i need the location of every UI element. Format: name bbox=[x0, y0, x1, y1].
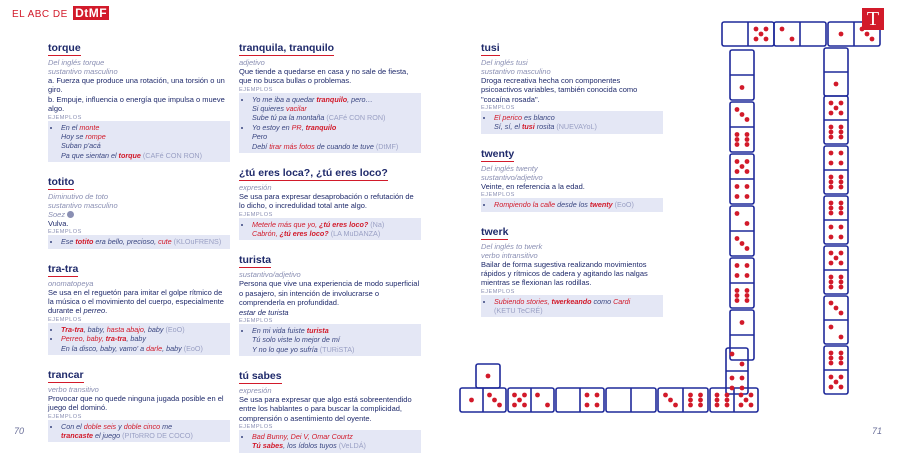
domino-pip bbox=[735, 288, 740, 293]
domino-pip bbox=[829, 356, 834, 361]
domino-pip bbox=[585, 403, 590, 408]
entry-trancar bbox=[48, 365, 230, 442]
grammar: sustantivo masculino bbox=[48, 200, 118, 210]
domino-pip bbox=[870, 37, 875, 42]
domino-pip bbox=[740, 320, 745, 325]
grammar: expresión bbox=[239, 385, 272, 395]
domino-pip bbox=[673, 403, 678, 408]
domino-pip bbox=[764, 27, 769, 32]
domino-pip bbox=[829, 275, 834, 280]
column-2 bbox=[239, 38, 421, 463]
domino-pip bbox=[725, 393, 730, 398]
domino-pip bbox=[834, 106, 839, 111]
domino-pip bbox=[545, 403, 550, 408]
definition-a: a. Fuerza que produce una rotación, una torsión o un giro. bbox=[48, 76, 225, 95]
examples-label: EJEMPLOS bbox=[48, 229, 82, 236]
entry-tu-eres-loca bbox=[239, 163, 421, 240]
domino-pip bbox=[735, 142, 740, 147]
examples-label: EJEMPLOS bbox=[481, 192, 515, 199]
domino-pip bbox=[839, 180, 844, 185]
domino-pip bbox=[739, 393, 744, 398]
domino-pip bbox=[735, 137, 740, 142]
domino-pip bbox=[790, 37, 795, 42]
domino-pip bbox=[715, 393, 720, 398]
domino-pip bbox=[829, 285, 834, 290]
example: • Meterle más que yo, ¿tú eres loco? (Na) bbox=[252, 220, 417, 229]
domino-pip bbox=[754, 37, 759, 42]
domino-pip bbox=[829, 261, 834, 266]
domino-pip bbox=[829, 211, 834, 216]
examples-label: EJEMPLOS bbox=[48, 413, 82, 420]
running-header bbox=[12, 6, 109, 20]
entry-tu-sabes bbox=[239, 366, 421, 453]
entry-tra-tra bbox=[48, 259, 230, 355]
domino-pip bbox=[735, 293, 740, 298]
examples-label: EJEMPLOS bbox=[481, 105, 515, 112]
example-line: Si quieres vacilar bbox=[252, 104, 307, 114]
domino-pip bbox=[865, 32, 870, 37]
register-note: Soez bbox=[48, 210, 230, 219]
example: • Con el doble seis y doble cinco me bbox=[61, 422, 226, 431]
domino-pip bbox=[745, 263, 750, 268]
definition: Bailar de forma sugestiva realizando movimientos rápidos y rítmicos de cadera y agitando las nalgas mientras se flexionan las rodillas. bbox=[481, 259, 648, 288]
domino-pip bbox=[839, 351, 844, 356]
phrase: estar de turista bbox=[239, 307, 289, 317]
examples-box bbox=[48, 420, 230, 443]
domino-pip bbox=[829, 385, 834, 390]
domino-pip bbox=[829, 135, 834, 140]
domino-pip bbox=[730, 376, 735, 381]
examples-box bbox=[239, 218, 421, 241]
domino-pip bbox=[829, 235, 834, 240]
examples-label: EJEMPLOS bbox=[239, 211, 273, 218]
domino-pip bbox=[829, 161, 834, 166]
grammar: sustantivo masculino bbox=[48, 67, 118, 76]
domino-pip bbox=[829, 251, 834, 256]
example: • Tra-tra, baby, hasta abajo, baby (EoO) bbox=[61, 325, 226, 334]
domino-pip bbox=[829, 180, 834, 185]
examples-label: EJEMPLOS bbox=[239, 424, 273, 431]
example: • Bad Bunny, Dei V, Omar Courtz bbox=[252, 432, 417, 441]
domino-pip bbox=[745, 132, 750, 137]
domino-pip bbox=[829, 206, 834, 211]
domino-pip bbox=[715, 403, 720, 408]
domino-pip bbox=[497, 403, 502, 408]
example: • Ese totito era bello, precioso, cute (KLOuFRENS) bbox=[61, 237, 226, 246]
domino-pip bbox=[522, 403, 527, 408]
domino-pip bbox=[834, 306, 839, 311]
example-line: Debí tirar más fotos de cuando te tuve (DtMF) bbox=[252, 141, 399, 151]
domino-pip bbox=[486, 374, 491, 379]
definition: Se usa para expresar desaprobación o refutación de lo dicho, o incredulidad total ante algo. bbox=[239, 191, 414, 211]
example: • En mi vida fuiste turista bbox=[252, 326, 417, 335]
domino-pip bbox=[829, 201, 834, 206]
example: • Yo me iba a quedar tranquilo, pero… bbox=[252, 95, 417, 104]
domino-pip bbox=[745, 246, 750, 251]
domino-pip bbox=[839, 32, 844, 37]
domino-pip bbox=[829, 325, 834, 330]
domino-pip bbox=[735, 273, 740, 278]
example-line: Cabrón, ¿tú eres loco? (LA MuDANZA) bbox=[252, 229, 381, 239]
domino-pip bbox=[839, 135, 844, 140]
example: • Subiendo stories, twerkeando como Cardi bbox=[494, 297, 659, 306]
domino-pip bbox=[749, 403, 754, 408]
domino-pip bbox=[739, 403, 744, 408]
etymology: Del inglés tusi bbox=[481, 58, 528, 67]
domino-pip bbox=[735, 169, 740, 174]
entry-totito bbox=[48, 172, 230, 249]
domino-pip bbox=[740, 85, 745, 90]
domino-pip bbox=[698, 398, 703, 403]
domino-pip bbox=[834, 256, 839, 261]
examples-label: EJEMPLOS bbox=[239, 317, 273, 324]
domino-pip bbox=[839, 280, 844, 285]
headword: torque bbox=[48, 42, 81, 54]
example: • Perreo, baby, tra-tra, baby bbox=[61, 334, 226, 343]
domino-pip bbox=[834, 82, 839, 87]
definition: Veinte, en referencia a la edad. bbox=[481, 181, 585, 191]
example-line: Tú solo viste lo mejor de mí bbox=[252, 335, 340, 345]
examples-label: EJEMPLOS bbox=[48, 114, 82, 121]
grammar: verbo transitivo bbox=[48, 384, 99, 394]
domino-chain bbox=[460, 22, 880, 412]
domino-pip bbox=[759, 32, 764, 37]
domino-pip bbox=[735, 263, 740, 268]
domino-pip bbox=[839, 335, 844, 340]
domino-pip bbox=[517, 398, 522, 403]
domino-pip bbox=[839, 251, 844, 256]
domino-pip bbox=[745, 117, 750, 122]
domino-pip bbox=[829, 151, 834, 156]
domino-pip bbox=[512, 403, 517, 408]
domino-pip bbox=[688, 398, 693, 403]
domino-pip bbox=[829, 101, 834, 106]
domino-pip bbox=[535, 393, 540, 398]
definition: Se usa en el reguetón para imitar el golpe rítmico de la música o el movimiento del cuerpo, especialmente durante el perreo. bbox=[48, 287, 224, 316]
etymology: Del inglés torque bbox=[48, 58, 105, 67]
domino-pip bbox=[715, 398, 720, 403]
domino-pip bbox=[839, 375, 844, 380]
domino-pip bbox=[829, 225, 834, 230]
domino-pip bbox=[745, 142, 750, 147]
domino-pip bbox=[663, 393, 668, 398]
domino-pip bbox=[745, 298, 750, 303]
example-line: Hoy se rompe bbox=[61, 131, 106, 141]
headword: tra-tra bbox=[48, 262, 79, 275]
domino-pip bbox=[735, 184, 740, 189]
domino-pip bbox=[839, 206, 844, 211]
domino-pip bbox=[735, 236, 740, 241]
domino-pip bbox=[698, 403, 703, 408]
domino-pip bbox=[839, 285, 844, 290]
grammar: verbo intransitivo bbox=[481, 250, 538, 260]
domino-illustration bbox=[450, 0, 900, 450]
grammar: sustantivo/adjetivo bbox=[481, 172, 543, 182]
definition: Persona que vive una experiencia de modo superficial o pasajero, sin intención de involucrarse o comprenderla en profundidad. bbox=[239, 279, 420, 308]
domino-pip bbox=[725, 403, 730, 408]
domino-pip bbox=[744, 398, 749, 403]
example-line: En la disco, baby, vamo' a darle, baby (EoO) bbox=[61, 343, 203, 353]
examples-label: EJEMPLOS bbox=[239, 86, 273, 93]
domino-pip bbox=[829, 185, 834, 190]
domino-pip bbox=[839, 151, 844, 156]
domino-pip bbox=[839, 175, 844, 180]
example-line: Sí, sí, el tusi rosita (NUEVAYoL) bbox=[494, 122, 597, 132]
grammar: adjetivo bbox=[239, 58, 265, 67]
definition: Droga recreativa hecha con componentes psicoactivos variables, también conocida como "cocaína rosada". bbox=[481, 76, 638, 104]
domino-pip bbox=[740, 164, 745, 169]
examples-label: EJEMPLOS bbox=[481, 288, 515, 295]
domino-pip bbox=[698, 393, 703, 398]
domino-pip bbox=[754, 27, 759, 32]
domino-pip bbox=[839, 235, 844, 240]
domino-pip bbox=[829, 130, 834, 135]
domino-pip bbox=[839, 356, 844, 361]
example-line: Y no lo que yo sufría (TURiSTA) bbox=[252, 344, 355, 354]
domino-pip bbox=[745, 159, 750, 164]
headword: ¿tú eres loca?, ¿tú eres loco? bbox=[239, 166, 388, 179]
headword: turista bbox=[239, 254, 272, 267]
page-number-left: 70 bbox=[14, 426, 25, 436]
domino-pip bbox=[829, 361, 834, 366]
example: • En el monte bbox=[61, 123, 226, 132]
domino-pip bbox=[745, 273, 750, 278]
section-label: EL ABC DE bbox=[12, 9, 68, 20]
definition: Vulva. bbox=[48, 218, 69, 228]
definition: Se usa para expresar que algo está sobreentendido entre los hablantes o para buscar la complicidad, comprensión o asentimiento del oyente. bbox=[239, 394, 412, 423]
domino-pip bbox=[585, 393, 590, 398]
domino-pip bbox=[745, 194, 750, 199]
domino-pip bbox=[735, 211, 740, 216]
domino-pip bbox=[745, 293, 750, 298]
domino-pip bbox=[749, 393, 754, 398]
domino-pip bbox=[740, 112, 745, 117]
domino-pip bbox=[730, 386, 735, 391]
examples-box bbox=[48, 235, 230, 248]
etymology: Del inglés to twerk bbox=[481, 241, 543, 251]
headword: trancar bbox=[48, 368, 84, 381]
domino-pip bbox=[735, 132, 740, 137]
domino-pips bbox=[469, 27, 874, 408]
grammar: sustantivo/adjetivo bbox=[239, 270, 301, 280]
definition: Provocar que no quede ninguna jugada posible en el juego del dominó. bbox=[48, 393, 224, 413]
domino-pip bbox=[745, 288, 750, 293]
domino-pip bbox=[839, 211, 844, 216]
domino-pip bbox=[745, 137, 750, 142]
domino-pip bbox=[688, 403, 693, 408]
domino-pip bbox=[839, 261, 844, 266]
domino-pip bbox=[839, 185, 844, 190]
domino-pip bbox=[839, 130, 844, 135]
domino-pip bbox=[839, 225, 844, 230]
domino-pip bbox=[688, 393, 693, 398]
example-line: Sube tú pa la montaña (CAFé CON RON) bbox=[252, 113, 386, 123]
column-1 bbox=[48, 38, 230, 452]
domino-pip bbox=[829, 351, 834, 356]
domino-pip bbox=[740, 362, 745, 367]
examples-box bbox=[239, 93, 421, 153]
domino-pip bbox=[492, 398, 497, 403]
grammar: onomatopeya bbox=[48, 278, 94, 288]
domino-pip bbox=[745, 169, 750, 174]
example: • Yo estoy en PR, tranquilo bbox=[252, 123, 417, 132]
example: • Rompiendo la calle desde los twenty (EoO) bbox=[494, 200, 659, 209]
definition: Que tiende a quedarse en casa y no sale de fiesta, que no busca bullas o problemas. bbox=[239, 67, 409, 86]
headword: twenty bbox=[481, 147, 515, 160]
headword: tú sabes bbox=[239, 369, 282, 382]
example-line: Pero bbox=[252, 132, 268, 142]
domino-pip bbox=[735, 159, 740, 164]
entry-tranquila bbox=[239, 38, 421, 153]
domino-pip bbox=[745, 221, 750, 226]
headword: totito bbox=[48, 175, 75, 188]
domino-pip bbox=[740, 376, 745, 381]
domino-pip bbox=[839, 161, 844, 166]
examples-box bbox=[239, 324, 421, 356]
example-line: Suban p'acá bbox=[61, 141, 101, 151]
example-line: trancaste el juego (PIToRRO DE COCO) bbox=[61, 430, 193, 440]
etymology: Del inglés twenty bbox=[481, 163, 538, 173]
example-line: (KETU TeCRÉ) bbox=[494, 306, 543, 316]
entry-torque bbox=[48, 38, 230, 162]
domino-pip bbox=[740, 241, 745, 246]
domino-pip bbox=[839, 275, 844, 280]
domino-pip bbox=[735, 194, 740, 199]
swear-icon bbox=[67, 211, 74, 218]
example-line: Tú sabes, los ídolos tuyos (VeLDÁ) bbox=[252, 441, 366, 451]
domino-pip bbox=[745, 184, 750, 189]
grammar: expresión bbox=[239, 182, 272, 192]
domino-pip bbox=[829, 111, 834, 116]
example-line: Pa que sientan el torque (CAFé CON RON) bbox=[61, 150, 202, 160]
domino-pip bbox=[839, 361, 844, 366]
domino-pip bbox=[730, 352, 735, 357]
domino-pip bbox=[829, 301, 834, 306]
examples-box bbox=[239, 430, 421, 453]
domino-pip bbox=[839, 201, 844, 206]
domino-pip bbox=[780, 27, 785, 32]
domino-pip bbox=[839, 101, 844, 106]
domino-pip bbox=[487, 393, 492, 398]
examples-box bbox=[48, 323, 230, 355]
domino-pip bbox=[839, 111, 844, 116]
domino-pip bbox=[839, 311, 844, 316]
domino-pip bbox=[839, 125, 844, 130]
domino-pip bbox=[834, 380, 839, 385]
domino-pip bbox=[469, 398, 474, 403]
domino-pip bbox=[735, 107, 740, 112]
domino-pip bbox=[522, 393, 527, 398]
definition-b: b. Empuje, influencia o energía que impulsa o mueve algo. bbox=[48, 94, 225, 114]
section-letter-badge: T bbox=[862, 8, 884, 30]
domino-pip bbox=[668, 398, 673, 403]
dtmf-logo: DtMF bbox=[75, 6, 108, 20]
domino-pip bbox=[512, 393, 517, 398]
domino-pip bbox=[829, 280, 834, 285]
example: • El perico es blanco bbox=[494, 113, 659, 122]
headword: twerk bbox=[481, 225, 509, 238]
domino-pip bbox=[764, 37, 769, 42]
grammar: sustantivo masculino bbox=[481, 67, 551, 76]
domino-pip bbox=[839, 385, 844, 390]
headword: tusi bbox=[481, 42, 500, 54]
domino-pip bbox=[740, 386, 745, 391]
domino-pip bbox=[595, 393, 600, 398]
entry-turista bbox=[239, 250, 421, 356]
domino-pip bbox=[829, 375, 834, 380]
domino-pip bbox=[735, 298, 740, 303]
domino-pip bbox=[725, 398, 730, 403]
headword: tranquila, tranquilo bbox=[239, 42, 335, 54]
domino-pip bbox=[595, 403, 600, 408]
domino-pip bbox=[829, 175, 834, 180]
page-number-right: 71 bbox=[871, 426, 882, 436]
domino-pip bbox=[829, 125, 834, 130]
examples-label: EJEMPLOS bbox=[48, 316, 82, 323]
examples-box bbox=[48, 121, 230, 162]
etymology: Diminutivo de toto bbox=[48, 191, 109, 201]
